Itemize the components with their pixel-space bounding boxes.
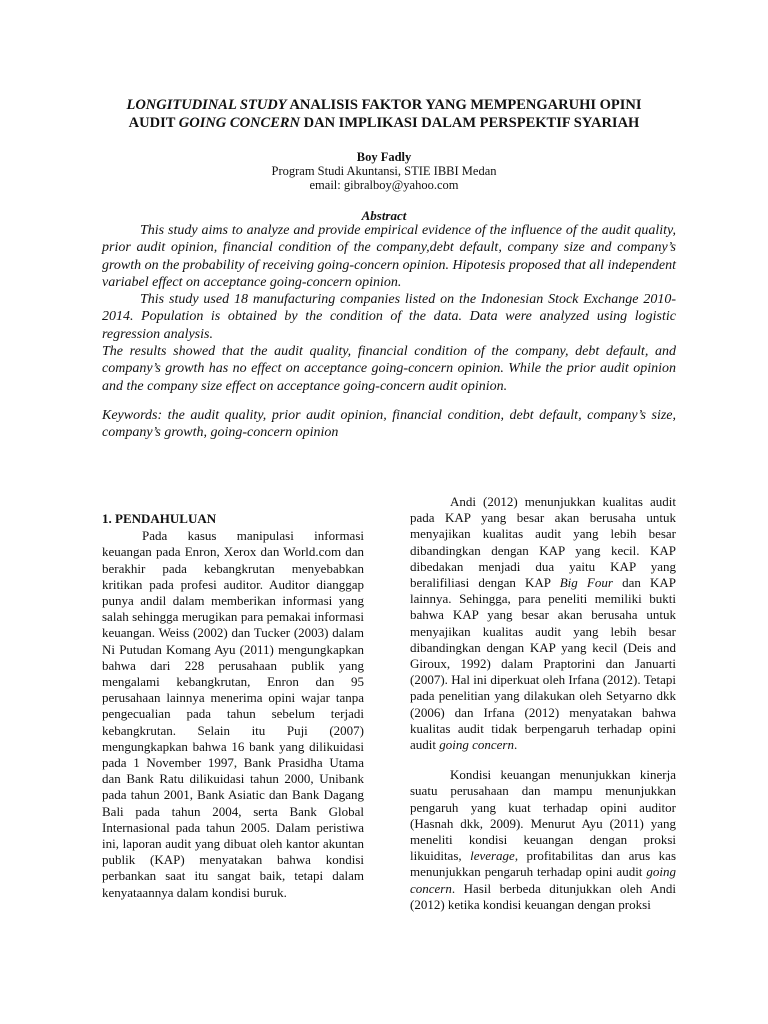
title-line-2 [60, 114, 708, 132]
rp2-going-concern: going concern [410, 864, 676, 896]
abstract-paragraph-3: The results showed that the audit quality, financial condition of the company, debt default, and company’s growth has no effect on acceptance going-concern opinion. While the prior audit opinion and the company size effect on acceptance going-concern audit opinion. [102, 344, 676, 394]
rp1-going-concern: going concern [439, 737, 514, 753]
keywords: Keywords: the audit quality, prior audit opinion, financial condition, debt default, company’s size, company’s growth, going-concern opinion [102, 407, 676, 441]
rp1-text-b: dan KAP lainnya. Sehingga, para peneliti memiliki bukti bahwa KAP yang besar akan berusaha untuk menyajikan kualitas audit yang lebih besar dibandingkan dengan KAP yang kecil (Deis and Giroux, 1992) dalam Praptorini dan Januarti (2007). Hal ini diperkuat oleh Irfana (2012). Tetapi pada penelitian yang dilakukan oleh Setyarno dkk (2006) dan Irfana (2012) menyatakan bahwa kualitas audit tidak berpengaruh terhadap opini audit [410, 575, 676, 753]
title-text-2b: DAN IMPLIKASI DALAM PERSPEKTIF SYARIAH [300, 115, 640, 131]
right-column [410, 494, 676, 913]
rp2-leverage: leverage [470, 848, 515, 864]
title-line-1 [60, 96, 708, 114]
title-text-1: ANALISIS FAKTOR YANG MEMPENGARUHI OPINI [286, 97, 642, 113]
author-name: Boy Fadly [356, 150, 412, 164]
rp2-text-c: . Hasil berbeda ditunjukkan oleh Andi (2012) ketika kondisi keuangan dengan proksi [410, 880, 676, 912]
abstract-paragraph-2: This study used 18 manufacturing companies listed on the Indonesian Stock Exchange 2010-2014. Population is obtained by the condition of the data. Data were analyzed using logistic regression analysis. [102, 292, 676, 342]
rp1-big-four: Big Four [559, 575, 613, 591]
left-column [102, 511, 364, 901]
right-paragraph-1 [410, 494, 676, 753]
rp2-text-b: , profitabilitas dan arus kas menunjukkan pengaruh terhadap opini audit [410, 848, 677, 880]
section-heading: 1. PENDAHULUAN [102, 511, 217, 526]
author-affiliation: Program Studi Akuntansi, STIE IBBI Medan [271, 164, 497, 178]
rp1-end: . [513, 737, 518, 753]
right-paragraph-2 [410, 767, 676, 913]
abstract-heading: Abstract [361, 208, 407, 223]
abstract-body [102, 222, 676, 442]
author-block [60, 150, 708, 192]
rp1-text-a: Andi (2012) menunjukkan kualitas audit pada KAP yang besar akan berusaha untuk menyajikan kualitas audit yang lebih besar dibandingkan dengan KAP yang kecil. KAP dibedakan menjadi dua yaitu KAP yang beralifiliasi dengan KAP [410, 494, 676, 591]
title-italic-2: GOING CONCERN [178, 115, 301, 131]
title-italic-1: LONGITUDINAL STUDY [126, 97, 287, 113]
paper-title [60, 96, 708, 132]
abstract-paragraph-1: This study aims to analyze and provide empirical evidence of the influence of the audit quality, prior audit opinion, financial condition of the company,debt default, company size and company’s growth on the probability of receiving going-concern opinion. Hipotesis proposed that all independent variabel effect on acceptance going-concern opinion. [102, 223, 676, 290]
rp2-text-a: Kondisi keuangan menunjukkan kinerja suatu perusahaan dan mampu menunjukkan pengaruh yang kuat terhadap opini auditor (Hasnah dkk, 2009). Menurut Ayu (2011) yang meneliti kondisi keuangan dengan proksi likuiditas, [410, 767, 676, 864]
author-email: email: gibralboy@yahoo.com [309, 178, 459, 192]
title-text-2a: AUDIT [128, 115, 179, 131]
intro-paragraph: Pada kasus manipulasi informasi keuangan pada Enron, Xerox dan World.com dan berakhir pada kebangkrutan menyebabkan kritikan pada profesi auditor. Auditor dianggap punya andil dalam memberikan informasi yang salah sehingga merugikan para pemakai informasi keuangan. Weiss (2002) dan Tucker (2003) dalam Ni Putudan Komang Ayu (2011) mengungkapkan bahwa dari 228 perusahaan publik yang mengalami kebangkrutan, Enron dan 95 perusahaan lainnya menerima opini wajar tanpa pengecualian pada tahun sebelum terjadi kebangkrutan. Selain itu Puji (2007) mengungkapkan bahwa 16 bank yang dilikuidasi pada 1 November 1997, Bank Prasidha Utama dan Bank Ratu dilikuidasi tahun 2000, Unibank pada tahun 2001, Bank Asiatic dan Bank Dagang Bali pada tahun 2004, serta Bank Global Internasional pada tahun 2005. Dalam peristiwa ini, laporan audit yang dibuat oleh kantor akuntan publik (KAP) menyatakan bahwa kondisi perbankan saat itu sangat baik, tetapi dalam kenyataannya dalam kondisi buruk. [102, 528, 364, 900]
